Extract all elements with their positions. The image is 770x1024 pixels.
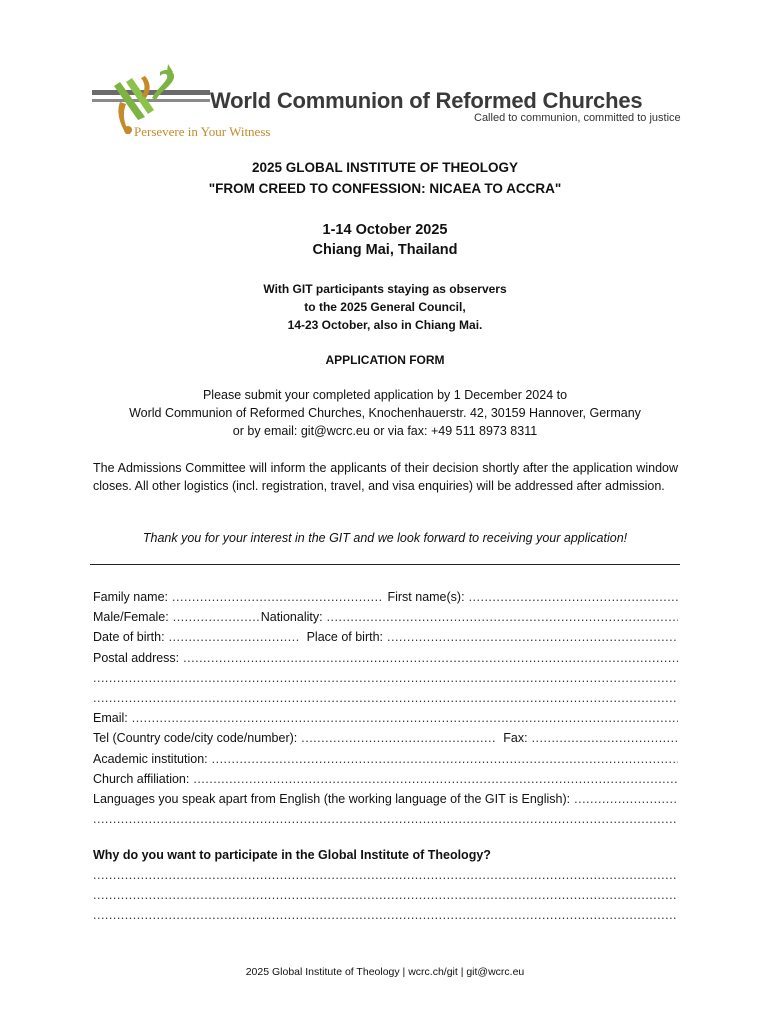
nationality-label: Nationality:: [260, 610, 323, 625]
tel-field[interactable]: [301, 731, 497, 745]
row-tel: [93, 731, 678, 751]
tel-label: Tel (Country code/city code/number):: [93, 731, 298, 746]
languages-label: Languages you speak apart from English (the working language of the GIT is English):: [93, 791, 571, 806]
church-field[interactable]: [193, 772, 678, 786]
answer-field-line1[interactable]: [93, 868, 678, 882]
motivation-question: Why do you want to participate in the Global Institute of Theology?: [93, 848, 491, 862]
observers-line1: With GIT participants staying as observers: [263, 282, 507, 296]
postal-field-line3[interactable]: [93, 691, 678, 705]
submit-line1: Please submit your completed application by 1 December 2024 to: [202, 388, 568, 402]
answer-field-line2[interactable]: [93, 888, 678, 902]
academic-label: Academic institution:: [93, 751, 208, 766]
event-dates: 1-14 October 2025: [322, 222, 448, 238]
languages-field-line2[interactable]: [93, 812, 678, 826]
fax-label: Fax:: [503, 731, 528, 746]
row-birth: [93, 630, 678, 650]
observers-line2: to the 2025 General Council,: [304, 300, 466, 314]
title-line2: "FROM CREED TO CONFESSION: NICAEA TO ACCRA": [208, 181, 562, 196]
org-motto: Persevere in Your Witness: [134, 124, 271, 139]
row-postal-cont1: [93, 671, 678, 691]
answer-field-line3[interactable]: [93, 908, 678, 922]
org-name: World Communion of Reformed Churches: [210, 88, 643, 113]
church-label: Church affiliation:: [93, 771, 190, 786]
row-names: [93, 590, 678, 610]
row-gender: [93, 610, 678, 630]
admissions-paragraph: The Admissions Committee will inform the applicants of their decision shortly after the application window closes. All other logistics (incl. registration, travel, and visa enquiries) will be addressed after admission.: [93, 461, 678, 493]
thanks-note: Thank you for your interest in the GIT and we look forward to receiving your application!: [142, 531, 628, 545]
row-languages: [93, 792, 678, 812]
answer-line: [93, 888, 678, 908]
motivation-answer-area: [93, 868, 678, 929]
row-church: [93, 772, 678, 792]
row-languages-cont: [93, 812, 678, 832]
row-postal: [93, 651, 678, 671]
male-female-label: Male/Female:: [93, 610, 169, 625]
org-tagline: Called to communion, committed to justice: [474, 112, 681, 124]
application-form: [93, 590, 678, 832]
observers-line3: 14-23 October, also in Chiang Mai.: [287, 318, 483, 332]
page-footer: 2025 Global Institute of Theology | wcrc.ch/git | git@wcrc.eu: [245, 966, 525, 978]
academic-field[interactable]: [212, 752, 678, 766]
dob-label: Date of birth:: [93, 630, 165, 645]
postal-field-line2[interactable]: [93, 671, 678, 685]
fax-field[interactable]: [532, 731, 678, 745]
submit-line2: World Communion of Reformed Churches, Knochenhauerstr. 42, 30159 Hannover, Germany: [129, 406, 641, 420]
row-academic: [93, 752, 678, 772]
dob-field[interactable]: [169, 630, 299, 644]
postal-field[interactable]: [183, 651, 678, 665]
languages-field[interactable]: [574, 792, 678, 806]
male-female-field[interactable]: [173, 610, 261, 624]
answer-line: [93, 908, 678, 928]
family-name-field[interactable]: [172, 590, 381, 604]
first-names-label: First name(s):: [387, 590, 465, 604]
postal-label: Postal address:: [93, 650, 180, 665]
email-label: Email:: [93, 711, 128, 726]
nationality-field[interactable]: [327, 610, 678, 624]
first-names-field[interactable]: [469, 590, 678, 604]
submit-line3: or by email: git@wcrc.eu or via fax: +49 511 8973 8311: [232, 424, 538, 438]
row-email: [93, 711, 678, 731]
row-postal-cont2: [93, 691, 678, 711]
wcrc-logo: [90, 62, 690, 142]
email-field[interactable]: [132, 711, 678, 725]
title-line1: 2025 GLOBAL INSTITUTE OF THEOLOGY: [251, 160, 519, 175]
answer-line: [93, 868, 678, 888]
pob-field[interactable]: [387, 630, 678, 644]
pob-label: Place of birth:: [306, 630, 384, 645]
divider-line: [90, 564, 680, 565]
event-place: Chiang Mai, Thailand: [312, 242, 458, 258]
form-title: APPLICATION FORM: [325, 353, 445, 367]
family-name-label: Family name:: [93, 590, 169, 604]
